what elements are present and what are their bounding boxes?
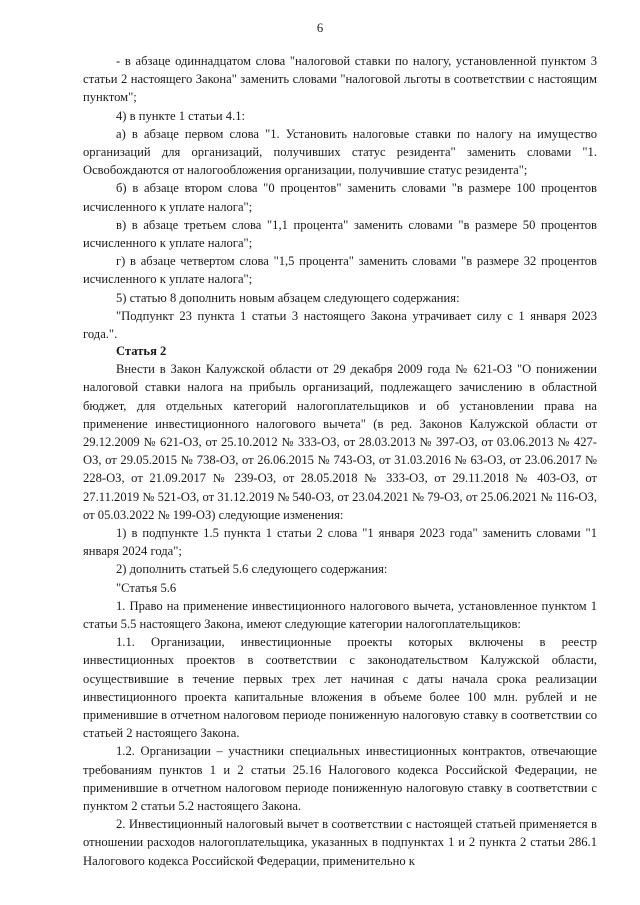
paragraph: 1. Право на применение инвестиционного налогового вычета, установленное пунктом 1 статьи 5.5 настоящего Закона, имеют следующие категории налогоплательщиков:: [83, 598, 597, 632]
paragraph: г) в абзаце четвертом слова "1,5 процента" заменить словами "в размере 32 процентов исчисленного к уплате налога";: [83, 254, 597, 287]
paragraph: в) в абзаце третьем слова "1,1 процента" заменить словами "в размере 50 процентов исчисленного к уплате налога";: [83, 217, 597, 251]
paragraph: а) в абзаце первом слова "1. Установить налоговые ставки по налогу на имущество организаций для организаций, получивших статус резидента" заменить словами "1. Освобождаются от налогообложения организации, получившие статус резидента";: [83, 126, 597, 178]
paragraph: 1.1. Организации, инвестиционные проекты которых включены в реестр инвестиционных проектов в соответствии с законодательством Калужской области, осуществившие в течение первых трех лет начиная с даты начала срока реализации инвестиционного проекта капитальные вложения в объеме более 100 млн. рублей и не применившие в отчетном налоговом периоде пониженную налоговую ставку в соответствии со статьей 2 настоящего Закона.: [83, 635, 597, 741]
article-2: [83, 342, 597, 870]
paragraph: - в абзаце одиннадцатом слова "налоговой ставки по налогу, установленной пунктом 3 статьи 2 настоящего Закона" заменить словами "налоговой льготы в соответствии с настоящим пунктом";: [83, 54, 597, 105]
paragraph: 4) в пункте 1 статьи 4.1:: [116, 108, 246, 123]
paragraph: Внести в Закон Калужской области от 29 декабря 2009 года № 621-ОЗ "О понижении налоговой ставки налога на прибыль организаций, подлежащего зачислению в областной бюджет, для отдельных категорий налогоплательщиков и об установлении права на применение инвестиционного налогового вычета" (в ред. Законов Калужской области от 29.12.2009 № 621-ОЗ, от 25.10.2012 № 333-ОЗ, от 28.03.2013 № 397-ОЗ, от 03.06.2013 № 427-ОЗ, от 29.05.2015 № 738-ОЗ, от 26.06.2015 № 743-ОЗ, от 31.03.2016 № 63-ОЗ, от 23.06.2017 № 228-ОЗ, от 21.09.2017 № 239-ОЗ, от 28.05.2018 № 333-ОЗ, от 29.11.2018 № 403-ОЗ, от 27.11.2019 № 521-ОЗ, от 31.12.2019 № 540-ОЗ, от 23.04.2021 № 79-ОЗ, от 25.06.2021 № 116-ОЗ, от 05.03.2022 № 199-ОЗ) следующие изменения:: [83, 362, 597, 522]
paragraph: "Статья 5.6: [116, 580, 177, 595]
paragraph: 1.2. Организации – участники специальных инвестиционных контрактов, отвечающие требованиям пунктов 1 и 2 статьи 25.16 Налогового кодекса Российской Федерации, не применившие в отчетном налоговом периоде пониженную налоговую ставку в соответствии с пунктом 2 статьи 5.2 настоящего Закона.: [83, 744, 597, 814]
paragraph: "Подпункт 23 пункта 1 статьи 3 настоящего Закона утрачивает силу с 1 января 2023 года.".: [83, 308, 597, 342]
paragraph: 1) в подпункте 1.5 пункта 1 статьи 2 слова "1 января 2023 года" заменить словами "1 января 2024 года";: [83, 526, 597, 559]
paragraph: 5) статью 8 дополнить новым абзацем следующего содержания:: [116, 290, 460, 305]
paragraph: б) в абзаце втором слова "0 процентов" заменить словами "в размере 100 процентов исчисленного к уплате налога";: [83, 181, 597, 214]
amendments-part1: [83, 52, 597, 343]
paragraph: 2) дополнить статьей 5.6 следующего содержания:: [116, 562, 388, 577]
article-title: Статья 2: [116, 344, 167, 358]
paragraph: 2. Инвестиционный налоговый вычет в соответствии с настоящей статьей применяется в отношении расходов налогоплательщика, указанных в подпунктах 1 и 2 пункта 2 статьи 286.1 Налогового кодекса Российской Федерации, применительно к: [83, 817, 597, 868]
page-number: 6: [316, 21, 324, 35]
